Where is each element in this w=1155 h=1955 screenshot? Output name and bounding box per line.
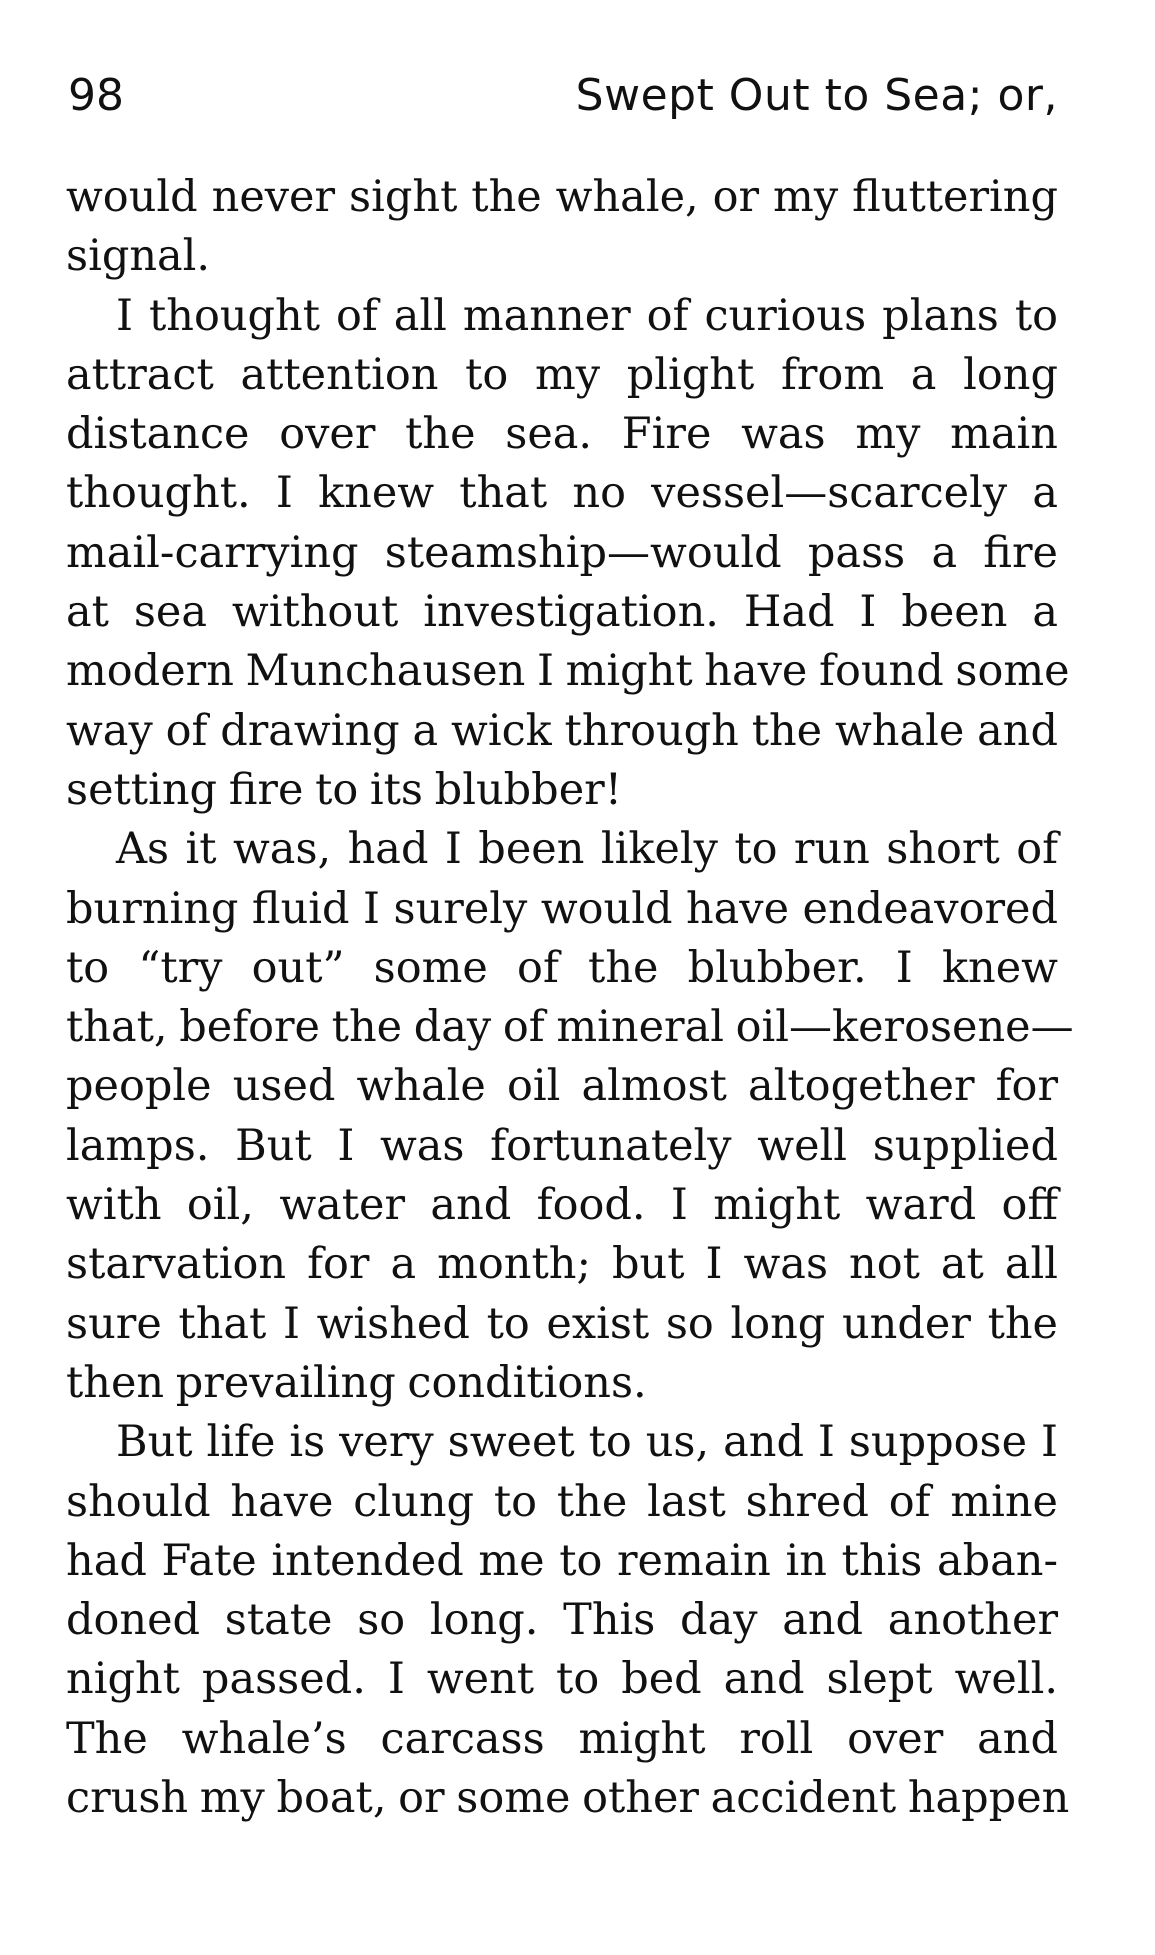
text-line: then prevailing conditions. [66,1357,647,1408]
running-head [68,66,1058,126]
text-line: mail-carrying steamship—would pass a fire [66,527,1058,578]
text-line: that, before the day of mineral oil—kerosene— [66,1002,1074,1053]
text-line: at sea without investigation. Had I been a [66,587,1058,638]
text-line: signal. [66,231,211,282]
text-line: setting fire to its blubber! [66,764,622,815]
text-line: thought. I knew that no vessel—scarcely a [66,468,1058,519]
page-number: 98 [68,70,124,121]
text-line: modern Munchausen I might have found some [66,646,1070,697]
text-line: The whale’s carcass might roll over and [66,1713,1058,1764]
text-line: burning fluid I surely would have endeavored [66,883,1058,934]
text-line: with oil, water and food. I might ward off [66,1180,1058,1231]
text-line: sure that I wished to exist so long under the [66,1298,1058,1349]
text-line: distance over the sea. Fire was my main [66,409,1058,460]
text-line: doned state so long. This day and another [66,1595,1058,1646]
body-text [66,168,1074,1828]
text-line: night passed. I went to bed and slept well. [66,1654,1058,1705]
running-title: Swept Out to Sea; or, [575,70,1058,121]
text-line: would never sight the whale, or my fluttering [66,172,1058,222]
text-line: way of drawing a wick through the whale and [66,705,1058,756]
text-line: As it was, had I been likely to run short of [116,824,1058,875]
text-line: But life is very sweet to us, and I suppose I [116,1417,1058,1468]
text-line: crush my boat, or some other accident happen [66,1773,1070,1824]
text-line: should have clung to the last shred of mine [66,1476,1058,1527]
text-line: lamps. But I was fortunately well supplied [66,1120,1058,1171]
text-line: to “try out” some of the blubber. I knew [66,942,1058,993]
text-line: I thought of all manner of curious plans to [116,290,1058,341]
text-line: starvation for a month; but I was not at all [66,1239,1058,1290]
text-line: people used whale oil almost altogether for [66,1061,1058,1112]
text-line: had Fate intended me to remain in this aban- [66,1535,1058,1586]
text-line: attract attention to my plight from a long [66,349,1058,400]
